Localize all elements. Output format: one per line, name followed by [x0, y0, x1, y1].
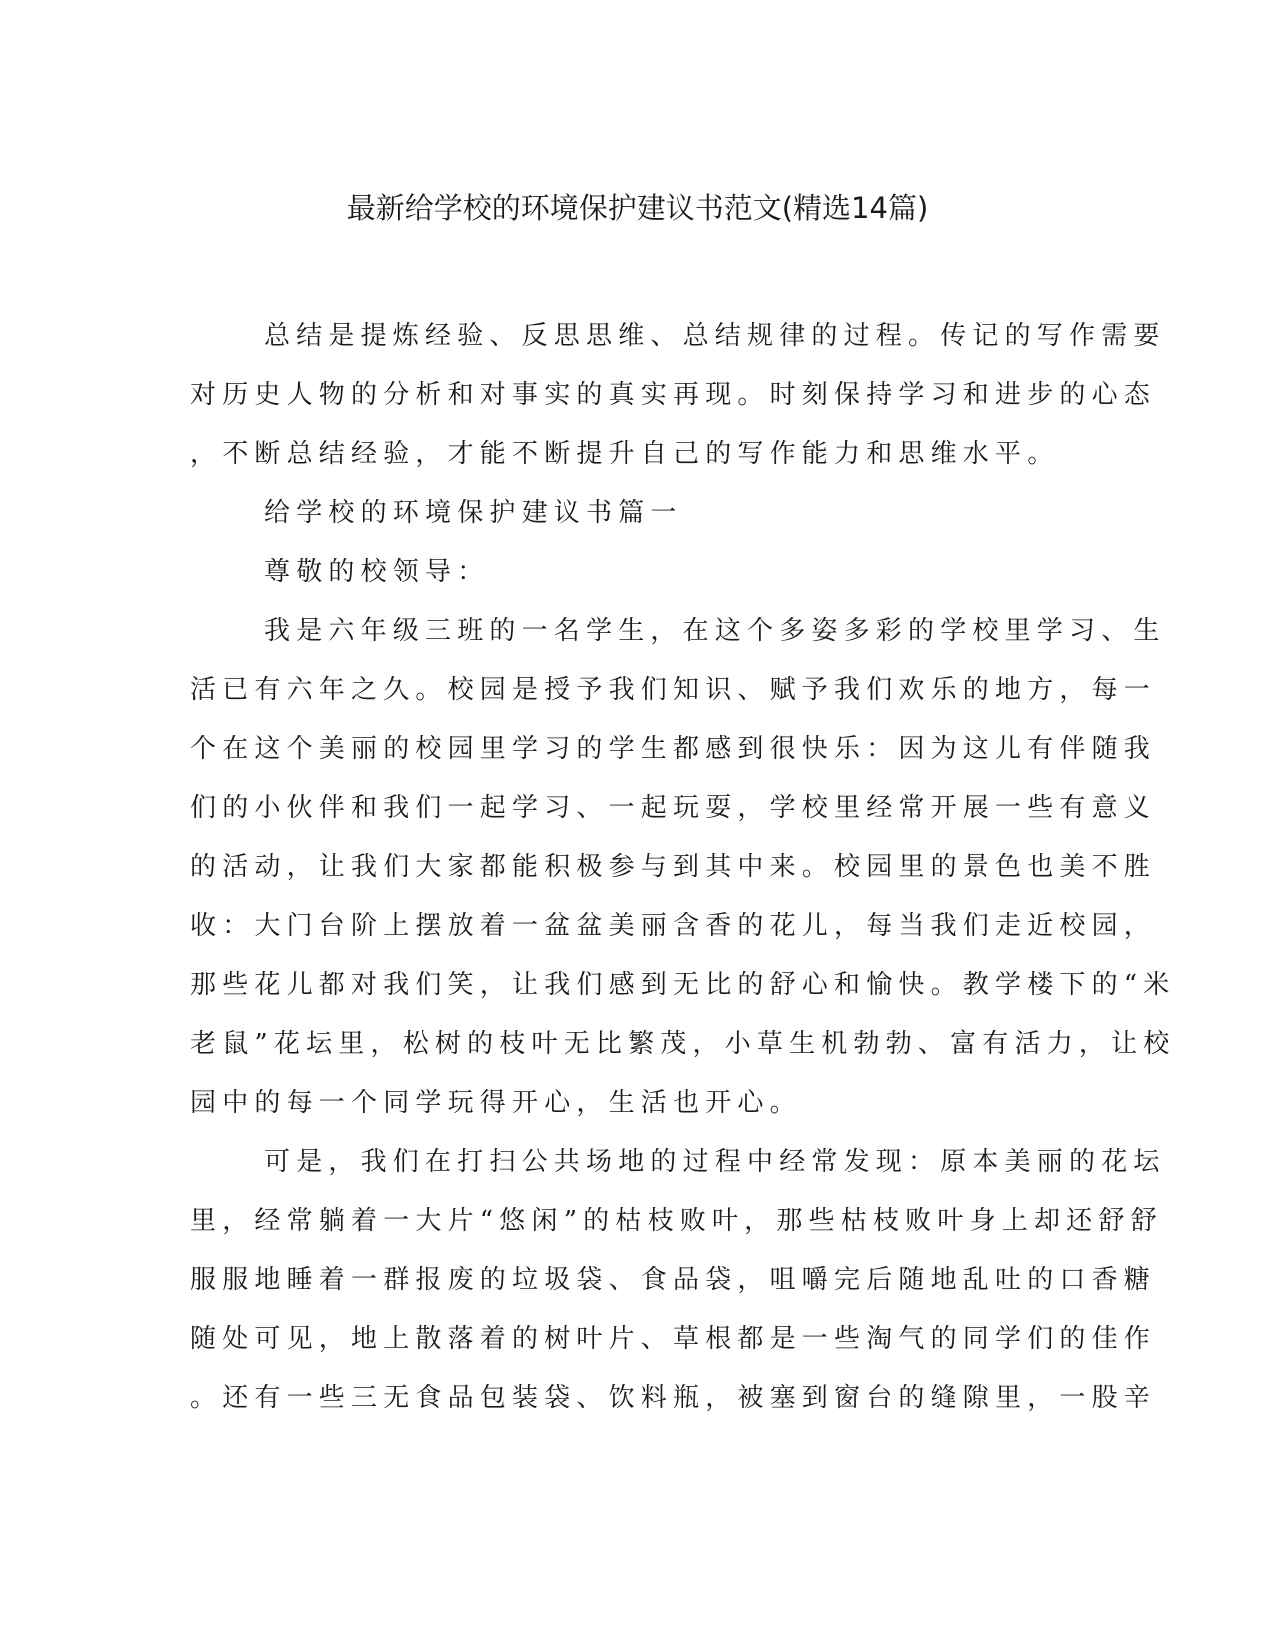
paragraph-line: 收：大门台阶上摆放着一盆盆美丽含香的花儿，每当我们走近校园，: [190, 911, 1157, 941]
paragraph-line: 园中的每一个同学玩得开心，生活也开心。: [190, 1088, 802, 1118]
paragraph-line: 随处可见，地上散落着的树叶片、草根都是一些淘气的同学们的佳作: [190, 1324, 1157, 1354]
paragraph-line: 服服地睡着一群报废的垃圾袋、食品袋，咀嚼完后随地乱吐的口香糖: [190, 1265, 1157, 1295]
section-heading: 给学校的环境保护建议书篇一: [264, 498, 683, 528]
paragraph-line: 里，经常躺着一大片“悠闲”的枯枝败叶，那些枯枝败叶身上却还舒舒: [190, 1206, 1163, 1236]
paragraph-line: 。还有一些三无食品包装袋、饮料瓶，被塞到窗台的缝隙里，一股辛: [190, 1383, 1157, 1413]
paragraph-line: 可是，我们在打扫公共场地的过程中经常发现：原本美丽的花坛: [264, 1147, 1166, 1177]
paragraph-line: 活已有六年之久。校园是授予我们知识、赋予我们欢乐的地方，每一: [190, 675, 1157, 705]
intro-line: 对历史人物的分析和对事实的真实再现。时刻保持学习和进步的心态: [190, 380, 1157, 410]
paragraph-line: 老鼠”花坛里，松树的枝叶无比繁茂，小草生机勃勃、富有活力，让校: [190, 1029, 1176, 1059]
salutation: 尊敬的校领导：: [264, 557, 490, 587]
intro-line: ，不断总结经验，才能不断提升自己的写作能力和思维水平。: [190, 439, 1060, 469]
document-title: 最新给学校的环境保护建议书范文(精选14篇): [346, 191, 929, 225]
paragraph-line: 个在这个美丽的校园里学习的学生都感到很快乐：因为这儿有伴随我: [190, 734, 1157, 764]
paragraph-line: 的活动，让我们大家都能积极参与到其中来。校园里的景色也美不胜: [190, 852, 1157, 882]
paragraph-line: 我是六年级三班的一名学生，在这个多姿多彩的学校里学习、生: [264, 616, 1166, 646]
paragraph-line: 们的小伙伴和我们一起学习、一起玩耍，学校里经常开展一些有意义: [190, 793, 1157, 823]
intro-line: 总结是提炼经验、反思思维、总结规律的过程。传记的写作需要: [264, 321, 1166, 351]
paragraph-line: 那些花儿都对我们笑，让我们感到无比的舒心和愉快。教学楼下的“米: [190, 970, 1176, 1000]
